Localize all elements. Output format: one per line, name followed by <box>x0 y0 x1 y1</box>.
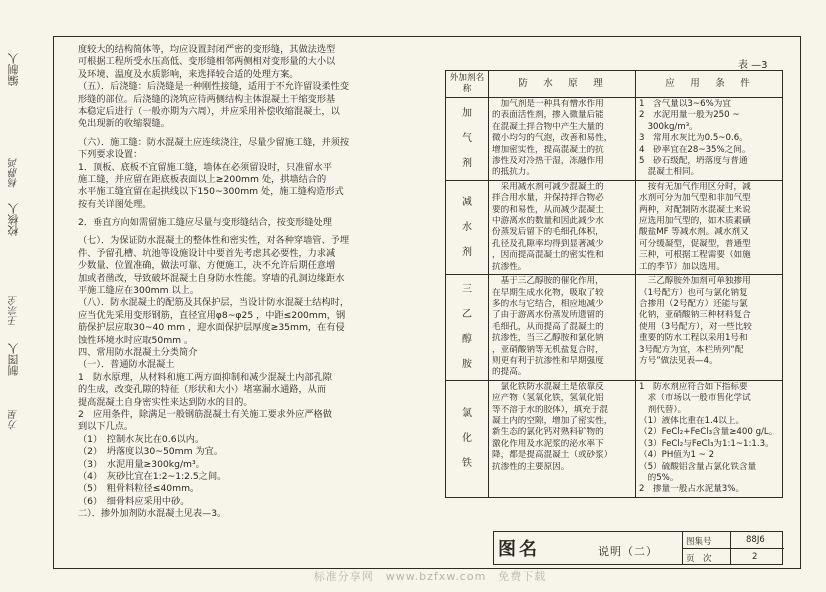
signature-drafter: 方星 <box>9 410 20 430</box>
principle-line: 降，都是提高混凝土（或砂浆） <box>492 450 613 461</box>
condition-line: 4 砂率宜在28~35%之间。 <box>639 144 751 155</box>
condition-line: 水剂可分为加气型和非加气型 <box>639 193 751 204</box>
label-checker: 校核人 <box>7 203 20 237</box>
condition-line: 300kg/m³。 <box>639 121 698 132</box>
cell-conditions <box>636 180 783 274</box>
cell-principle <box>489 275 636 381</box>
principle-line: 微小均匀的气泡，改善和易性， <box>492 133 613 144</box>
agent-char: 水 <box>462 221 472 233</box>
principle-line: 毛细孔，从而提高了混凝土的 <box>492 321 604 332</box>
principle-line: 基于三乙醇胺的催化作用， <box>492 276 604 287</box>
agent-char: 醇 <box>462 334 472 346</box>
condition-line: 2 水泥用量一般为250 ~ <box>639 110 740 121</box>
condition-line: 3 常用水灰比为0.5~0.6。 <box>639 133 748 144</box>
body-line: （2） 坍落度以30~50mm 为宜。 <box>78 446 224 458</box>
body-line: （一）．普通防水混凝土 <box>78 359 175 371</box>
condition-line: 混凝土相同。 <box>639 167 700 178</box>
body-line: 蚀性环境水时应取50mm 。 <box>78 334 194 346</box>
condition-line: 剂代替）。 <box>639 404 687 415</box>
table-row <box>446 275 783 381</box>
body-line: 加或者凿改，导致破坏混凝土自身防水性能。穿墙的孔洞边缘距水 <box>78 272 345 284</box>
principle-line: 抗渗性的主要原因。 <box>492 461 570 472</box>
agent-char: 加 <box>462 108 472 120</box>
header-agent: 外加剂名 称 <box>446 71 489 98</box>
condition-line: 2 掺量一般占水泥量3%。 <box>639 484 745 495</box>
condition-line: 两种，对配制防水混凝土来说 <box>639 204 751 215</box>
principle-line: 拌合用水量，并保持拌合物必 <box>492 193 604 204</box>
principle-line: 等不溶于水的胶体），填充于混 <box>492 404 609 415</box>
body-line: 的生成，改变孔隙的特征（形状和大小）堵塞漏水通路，从而 <box>78 384 327 396</box>
body-line: 2 应用条件，除满足一般钢筋混凝土有关施工要求外应严格做 <box>78 408 332 420</box>
principle-line: ，亚硝酸钠等无机盐复合时， <box>492 344 604 355</box>
body-line: 应当优先采用变形钢筋，直径宜用φ8~φ25 ，中距≤200mm，钢 <box>78 309 346 321</box>
body-line: （6） 细骨料应采用中砂。 <box>78 495 190 507</box>
body-text <box>78 44 428 520</box>
principle-line: ，因而提高混凝土的密实性和 <box>492 250 604 261</box>
principle-line: 应产物（氢氧化铁，氢氧化铝 <box>492 393 604 404</box>
atlas-number-label: 图集号 <box>686 537 712 547</box>
condition-line: 3号配方为宜，本栏所列“配 <box>639 344 744 355</box>
signature-strip <box>8 50 32 530</box>
body-line: 到以下几点。 <box>78 421 134 433</box>
body-line: 形缝的部位。后浇缝的浇筑应待两侧结构主体混凝土干缩变形基 <box>78 93 336 105</box>
principle-line: 份蒸发后留下的毛细孔体积， <box>492 227 604 238</box>
label-editor: 编制人 <box>7 53 20 87</box>
cell-agent-name <box>446 380 489 497</box>
principle-line: 渗性及对冷热干湿，冻融作用 <box>492 156 604 167</box>
agent-char: 氯 <box>462 408 472 420</box>
principle-line: 的提高。 <box>492 367 527 378</box>
atlas-number-value: 88J6 <box>746 535 765 545</box>
body-line: （八）．防水混凝土的配筋及其保护层，当设计防水混凝土结构时， <box>78 297 350 309</box>
condition-line: 三乙醇胺外加剂可单独掺用 <box>639 276 751 287</box>
principle-line: 凝土内的空隙，增加了密实性， <box>492 415 613 426</box>
agent-char: 剂 <box>462 246 472 258</box>
cell-conditions <box>636 275 783 381</box>
body-line: 下列要求设置： <box>78 149 143 161</box>
cell-conditions <box>636 380 783 497</box>
cell-principle <box>489 98 636 181</box>
principle-line: 加气剂是一种具有憎水作用 <box>492 99 604 109</box>
agent-char: 乙 <box>462 309 472 321</box>
body-line: 及环境、温度及水质影响，来选择较合适的处理方案。 <box>78 68 299 80</box>
body-line: 本稳定后进行（一般亦期为六周），并应采用补偿收缩混凝土，以 <box>78 105 340 117</box>
cell-agent-name <box>446 180 489 274</box>
agent-char: 气 <box>462 133 472 145</box>
principle-line: 孔径及孔隙率均得到显著减少 <box>492 238 604 249</box>
agent-char: 剂 <box>462 158 472 170</box>
condition-line: （3）FeCl₂与FeCl₃为1:1~1:1.3。 <box>639 438 774 449</box>
principle-line: 的抵抗力。 <box>492 167 535 178</box>
body-line: 按有关详图处理。 <box>78 198 152 210</box>
body-line: 筋保护层应取30~40 mm ，迎水面保护层厚度≥35mm，在有侵 <box>78 322 345 334</box>
condition-line: 的5%。 <box>639 473 679 483</box>
principle-line: 采用减水剂可减少混凝土的 <box>492 181 604 192</box>
drawing-name-label: 图名 <box>498 539 540 560</box>
condition-line: 工的季节）加以选用。 <box>639 261 725 272</box>
header-principle: 防 水 原 理 <box>489 71 636 98</box>
body-line: （1） 控制水灰比在0.6以内。 <box>78 433 205 445</box>
agent-char: 减 <box>462 196 472 208</box>
label-drafter: 制图人 <box>7 343 20 377</box>
condition-line: 酸盐MF 等减水剂。减水剂又 <box>639 227 749 238</box>
condition-line: 1 含气量以3~6%为宜 <box>639 99 731 109</box>
condition-line: 化钠，亚硝酸钠三种材料复合 <box>639 310 751 321</box>
signature-editor: 杨静鸿 <box>9 158 20 188</box>
table-title: 表 —3 <box>738 60 768 71</box>
condition-line: （2）FeCl₂+FeCl₃含量≥400 g/L。 <box>639 427 778 438</box>
table-row <box>446 180 783 274</box>
condition-line: 使用（3号配方），对一些比较 <box>639 321 752 332</box>
agent-char: 化 <box>462 433 472 445</box>
condition-line: （1号配方）也可与氯化钠复 <box>639 287 748 298</box>
signature-checker: 王宗全 <box>9 296 20 326</box>
principle-line: 激化作用及水泥浆的泌水率下 <box>492 438 604 449</box>
body-line: 免出现新的收缩裂缝。 <box>78 118 170 130</box>
header-conditions: 应 用 条 件 <box>636 71 783 98</box>
body-line: 2．垂直方向如需留施工缝应尽量与变形缝结合，按变形缝处理 <box>78 217 332 229</box>
body-line: （3） 水泥用量≥300kg/m³。 <box>78 458 205 470</box>
condition-line: 按有无加气作用区分时，减 <box>639 181 751 192</box>
condition-line: 求（市场以一般市售化学试 <box>639 393 751 404</box>
body-line: 提高混凝土自身密实性来达到防水的目的。 <box>78 396 253 408</box>
watermark: 标准分享网 www.bzfxw.com 免费下载 <box>313 570 547 583</box>
title-block <box>493 531 783 565</box>
condition-line: 三种，可根据工程需要（如施 <box>639 250 751 261</box>
principle-line: 在混凝土拌合物中产生大量的 <box>492 121 604 132</box>
condition-line: 可分缓凝型，促凝型，普通型 <box>639 238 751 249</box>
body-line: （五）．后浇缝：后浇缝是一种刚性接缝，适用于不允许留设柔性变 <box>78 81 350 93</box>
body-line: 1 防水原理，从材料和施工两方面抑制和减少混凝土内部孔隙 <box>78 371 332 383</box>
page-label: 页 次 <box>686 554 712 564</box>
body-line: 度较大的结构简体等，均应设置封闭严密的变形缝，其做法选型 <box>78 44 336 55</box>
cell-principle <box>489 380 636 497</box>
principle-line: 抗渗性，当三乙醇胺和氯化钠 <box>492 333 604 344</box>
agent-char: 铁 <box>462 458 472 470</box>
principle-line: 中游离水的数量和因此减少水 <box>492 216 604 227</box>
cell-agent-name <box>446 98 489 181</box>
condition-line: 5 砂石级配，坍落度与普通 <box>639 156 748 167</box>
principle-line: 的表面活性剂，掺入微量后能 <box>492 110 604 121</box>
condition-line: 方号”做法见表—4。 <box>639 355 718 366</box>
body-line: （5） 粗骨料粒径≤40mm。 <box>78 483 200 495</box>
condition-line: 合掺用（2号配方）还能与氯 <box>639 298 748 309</box>
principle-line: 氯化铁防水混凝土是依靠反 <box>492 381 604 392</box>
condition-line: 1 防水剂应符合如下指标要 <box>639 381 748 392</box>
principle-line: 要的和易性，从而减少混凝土 <box>492 204 604 215</box>
cell-principle <box>489 180 636 274</box>
principle-line: 了由于游离水份蒸发所遗留的 <box>492 310 604 321</box>
cell-agent-name <box>446 275 489 381</box>
body-line: 可根据工程所受水压高低、变形缝相邻两侧相对变形量的大小以 <box>78 56 336 68</box>
body-line: 施工缝，并应留在距底板表面以上≥200mm 处，拱墙结合的 <box>78 173 327 185</box>
condition-line: （5）硫酸铝含量占氯化铁含量 <box>639 461 757 472</box>
condition-line: 应选用加气型的，如木质素磺 <box>639 216 751 227</box>
principle-line: 多的水与它结合，相应地减少 <box>492 298 604 309</box>
body-line: 四、常用防水混凝土分类简介 <box>78 346 198 358</box>
cell-conditions <box>636 98 783 181</box>
body-line: 少数量、位置准确，做法可靠、方便施工，决不允许后期任意增 <box>78 260 336 272</box>
body-line: 件、予留孔槽、坑池等设施设计中要首先考虑其必要性，力求减 <box>78 247 336 259</box>
body-line: 1．顶板、底板不宜留施工缝，墙体在必须留设时，只准留水平 <box>78 161 332 173</box>
body-line: 水平施工缝宜留在起拱线以下150~300mm 处，施工缝构造形式 <box>78 186 344 198</box>
table-row <box>446 380 783 497</box>
admixture-table <box>445 70 783 498</box>
principle-line: 在早期生成水化物，吸取了较 <box>492 287 604 298</box>
condition-line: （4）PH值为1 ~ 2 <box>639 450 715 461</box>
drawing-title: 说明（二） <box>598 545 658 558</box>
body-line: （七）．为保证防水混凝土的整体性和密实性，对各种穿墙管、予埋 <box>78 235 350 247</box>
body-line: 二）．掺外加剂防水混凝土见表—3。 <box>78 508 227 520</box>
page-value: 2 <box>752 552 758 562</box>
condition-line: 重要的防水工程以采用1号和 <box>639 333 748 344</box>
agent-char: 胺 <box>462 359 472 371</box>
agent-char: 三 <box>462 284 472 296</box>
body-line: 平施工缝应在300mm 以上。 <box>78 285 200 297</box>
principle-line: 增加密实性，提高混凝土的抗 <box>492 144 604 155</box>
body-line: （4） 灰砂比宜在1:2~1:2.5之间。 <box>78 470 227 482</box>
principle-line: 抗渗性。 <box>492 261 527 272</box>
principle-line: 新生态的氯化钙对熟料矿物的 <box>492 427 604 438</box>
principle-line: 则更有利于抗渗性和早期强度 <box>492 355 604 366</box>
body-line: （六）．施工缝：防水混凝土应连续浇注，尽量少留施工缝，并须按 <box>78 136 350 148</box>
table-row <box>446 98 783 181</box>
condition-line: （1）液体比重在1.4以上。 <box>639 415 745 426</box>
